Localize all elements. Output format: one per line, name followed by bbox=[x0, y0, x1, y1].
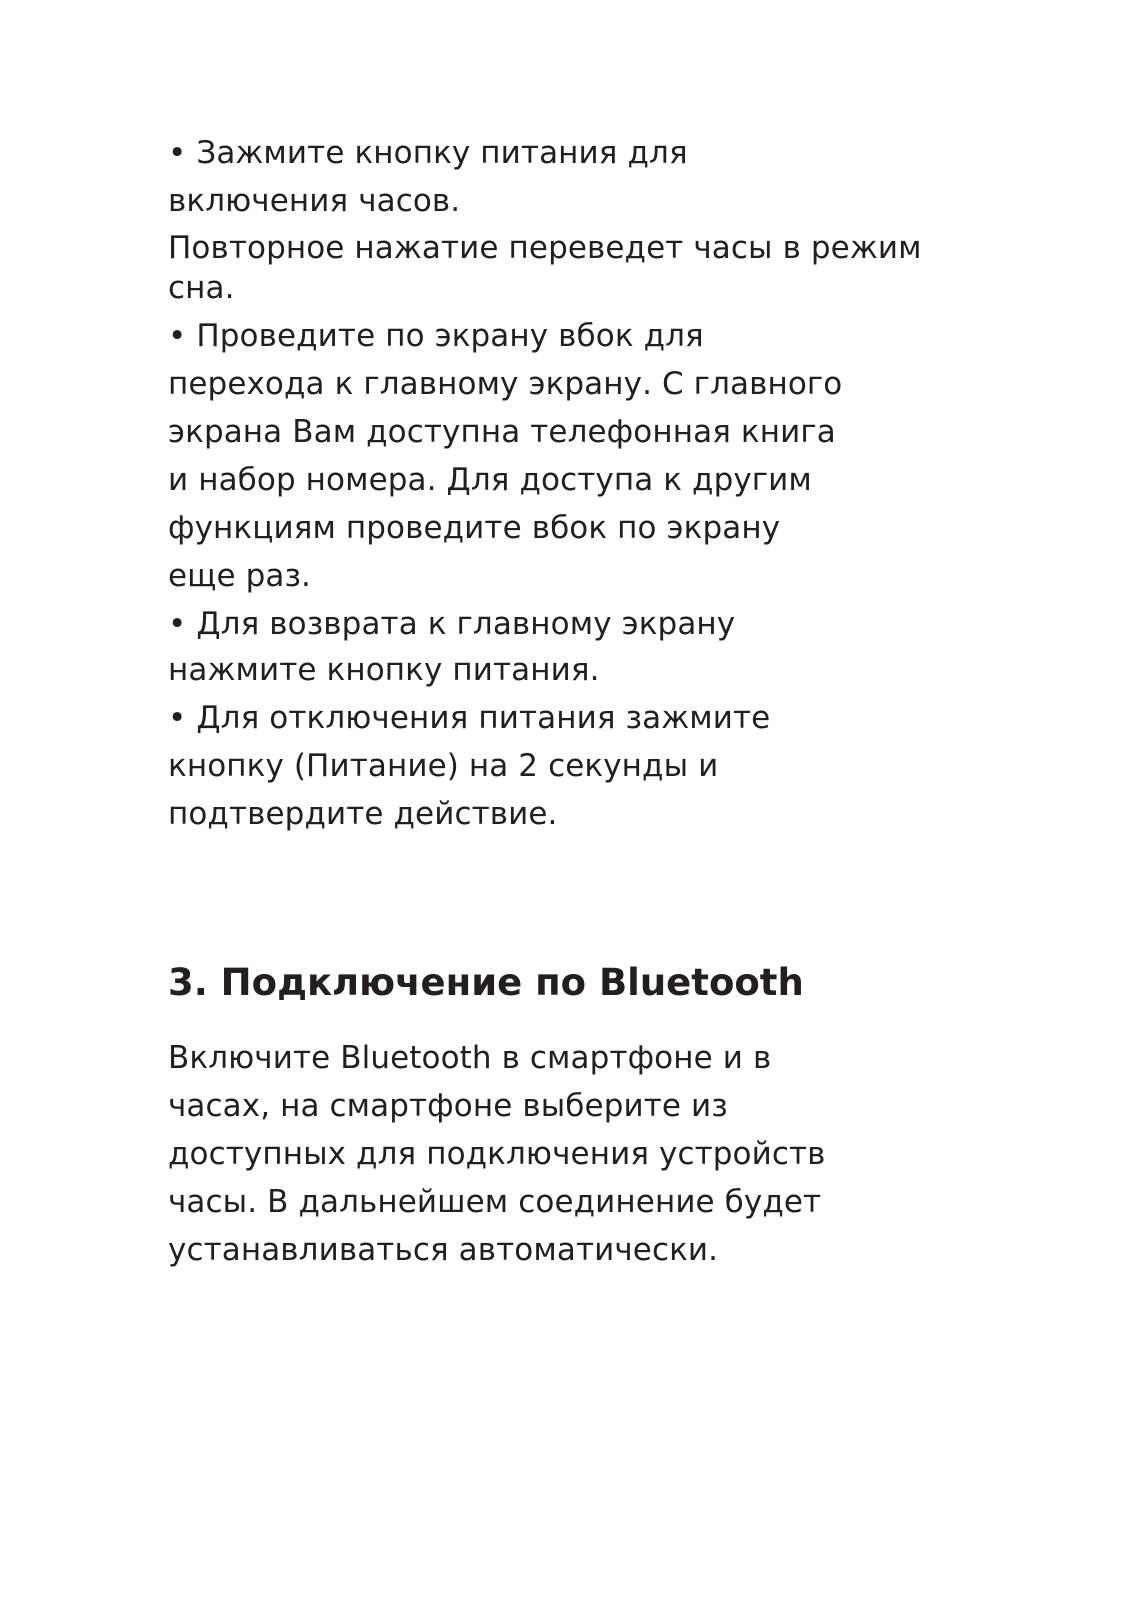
instruction-line: экрана Вам доступна телефонная книга bbox=[168, 414, 836, 450]
bluetooth-text-line: устанавливаться автоматически. bbox=[168, 1232, 719, 1268]
instruction-line: • Проведите по экрану вбок для bbox=[168, 318, 704, 354]
bluetooth-text-line: часы. В дальнейшем соединение будет bbox=[168, 1184, 822, 1220]
instruction-line: функциям проведите вбок по экрану bbox=[168, 510, 781, 546]
instruction-line: и набор номера. Для доступа к другим bbox=[168, 462, 812, 498]
instruction-line: еще раз. bbox=[168, 558, 312, 594]
instruction-line: • Зажмите кнопку питания для bbox=[168, 135, 688, 171]
instruction-line: сна. bbox=[168, 270, 235, 306]
instruction-line: кнопку (Питание) на 2 секунды и bbox=[168, 748, 719, 784]
bluetooth-text-line: доступных для подключения устройств bbox=[168, 1136, 826, 1172]
section-heading: 3. Подключение по Bluetooth bbox=[168, 961, 804, 1004]
bluetooth-text-line: часах, на смартфоне выберите из bbox=[168, 1088, 728, 1124]
instruction-line: • Для возврата к главному экрану bbox=[168, 606, 736, 642]
instruction-line: подтвердите действие. bbox=[168, 796, 558, 832]
instruction-line: включения часов. bbox=[168, 183, 461, 219]
instruction-line: перехода к главному экрану. С главного bbox=[168, 366, 843, 402]
bluetooth-text-line: Включите Bluetooth в смартфоне и в bbox=[168, 1040, 772, 1076]
instruction-line: нажмите кнопку питания. bbox=[168, 652, 600, 688]
instruction-line: • Для отключения питания зажмите bbox=[168, 700, 771, 736]
instruction-line: Повторное нажатие переведет часы в режим bbox=[168, 230, 922, 266]
